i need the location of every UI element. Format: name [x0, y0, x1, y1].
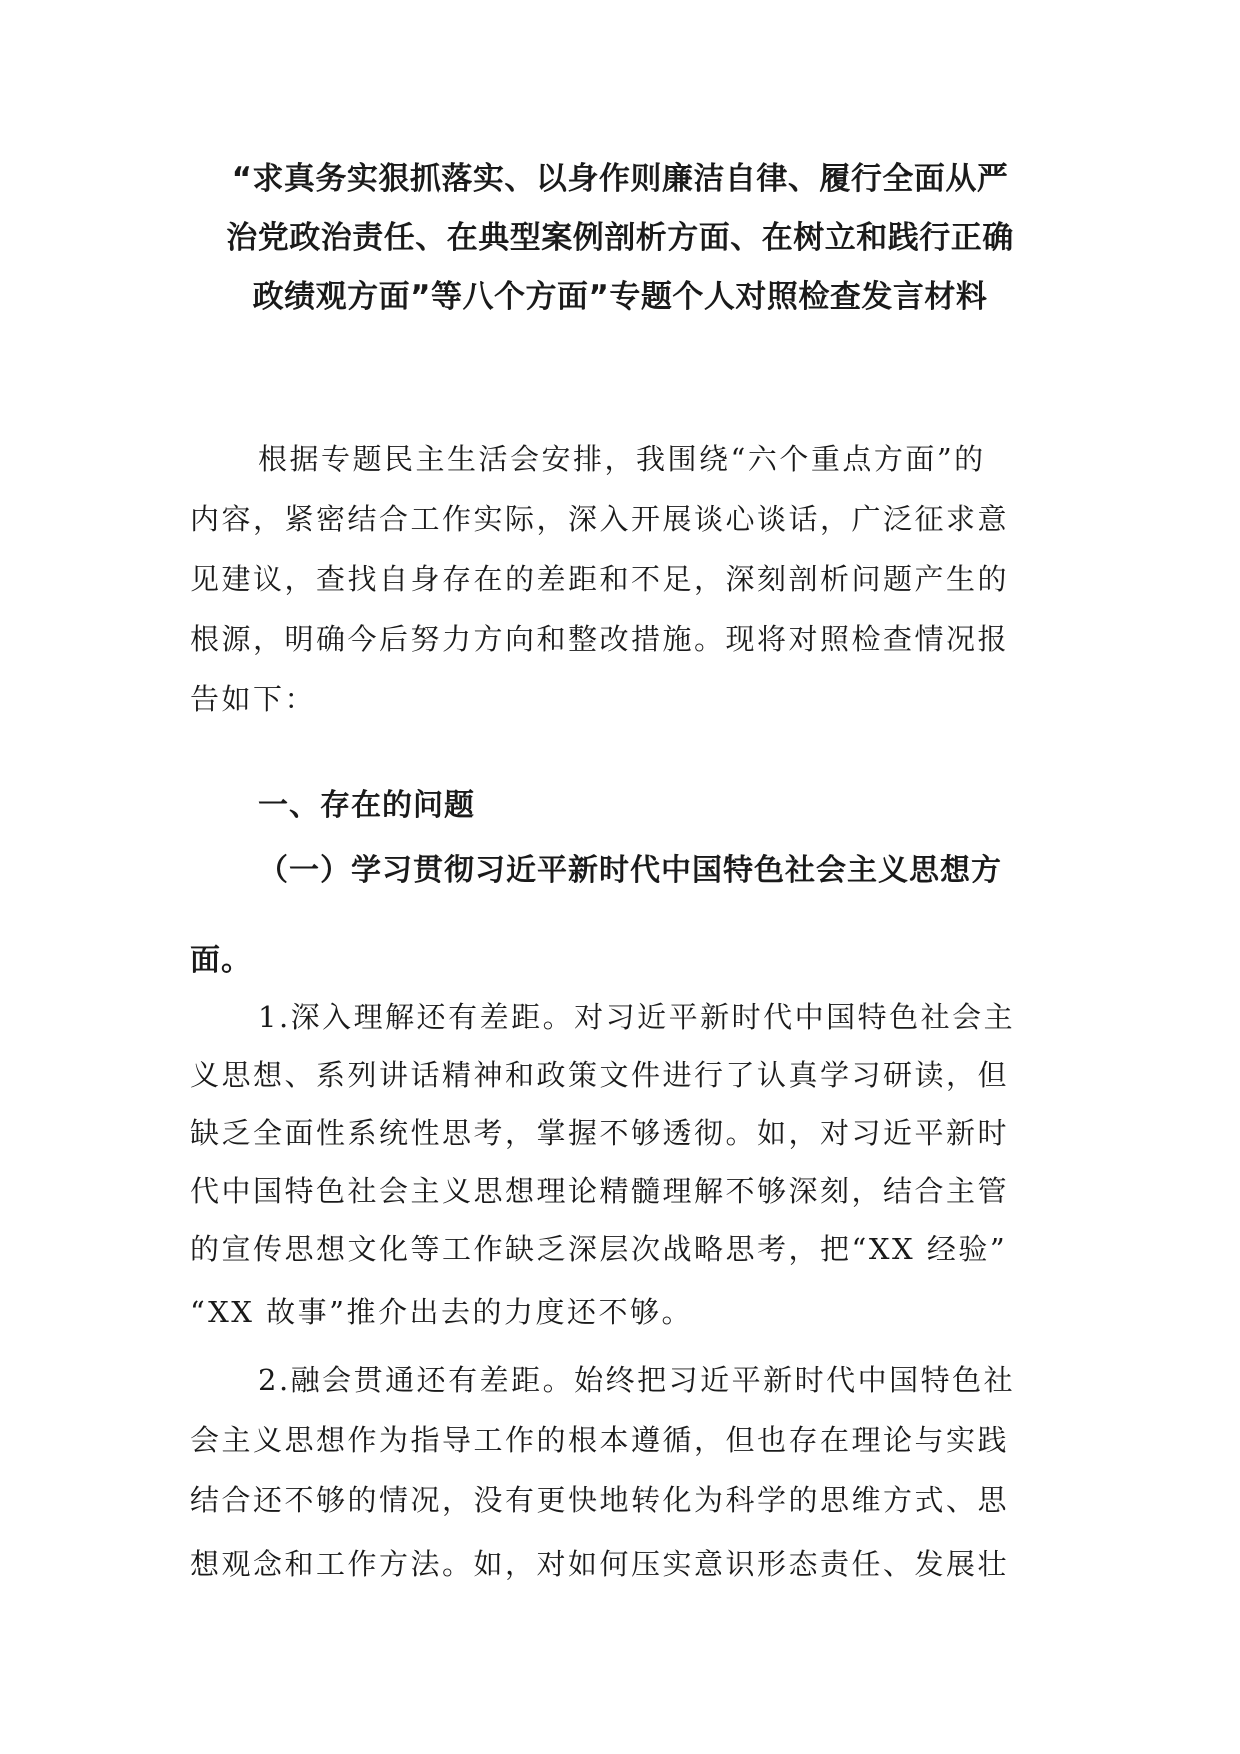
title-line: 治党政治责任、在典型案例剖析方面、在树立和践行正确: [226, 220, 1014, 256]
subsection-heading: （一）学习贯彻习近平新时代中国特色社会主义思想方: [258, 853, 1002, 888]
section-heading: 一、存在的问题: [258, 788, 475, 823]
item-2-line: 会主义思想作为指导工作的根本遵循，但也存在理论与实践: [190, 1423, 1010, 1457]
item-1-line: 1.深入理解还有差距。对习近平新时代中国特色社会主: [258, 1000, 1016, 1034]
item-1-line: 代中国特色社会主义思想理论精髓理解不够深刻，结合主管: [190, 1174, 1010, 1208]
intro-line: 根源，明确今后努力方向和整改措施。现将对照检查情况报: [190, 622, 1010, 656]
title-line: “求真务实狠抓落实、以身作则廉洁自律、履行全面从严: [231, 161, 1009, 197]
title-line: 政绩观方面”等八个方面”专题个人对照检查发言材料: [252, 279, 988, 315]
item-1-line: 缺乏全面性系统性思考，掌握不够透彻。如，对习近平新时: [190, 1116, 1010, 1150]
item-1-line: 义思想、系列讲话精神和政策文件进行了认真学习研读，但: [190, 1058, 1010, 1092]
intro-line: 根据专题民主生活会安排，我围绕“六个重点方面”的: [258, 442, 986, 476]
intro-line: 内容，紧密结合工作实际，深入开展谈心谈话，广泛征求意: [190, 502, 1010, 536]
intro-line: 见建议，查找自身存在的差距和不足，深刻剖析问题产生的: [190, 562, 1010, 596]
item-2-line: 2.融会贯通还有差距。始终把习近平新时代中国特色社: [258, 1363, 1016, 1397]
document-title: [190, 150, 1050, 327]
item-2-line: 想观念和工作方法。如，对如何压实意识形态责任、发展壮: [190, 1547, 1010, 1581]
subsection-heading: 面。: [190, 943, 252, 978]
item-1-line: 的宣传思想文化等工作缺乏深层次战略思考，把“XX 经验”: [190, 1232, 1008, 1266]
item-2-line: 结合还不够的情况，没有更快地转化为科学的思维方式、思: [190, 1483, 1010, 1517]
item-1-line: “XX 故事”推介出去的力度还不够。: [190, 1295, 693, 1329]
intro-line: 告如下：: [190, 682, 317, 716]
